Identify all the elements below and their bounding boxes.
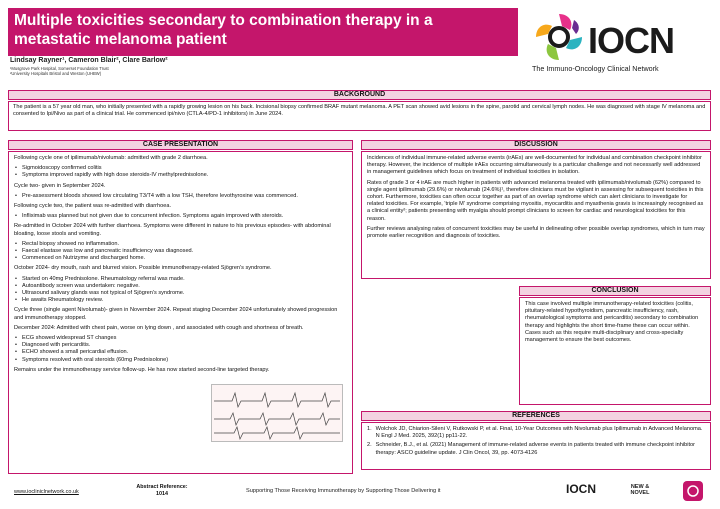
iocn-wordmark: IOCN: [588, 20, 674, 61]
abstract-label: Abstract Reference:: [136, 484, 188, 490]
list-item: • Ultrasound salivary glands was not typical of Sjögren's syndrome.: [14, 290, 214, 297]
case-para: December 2024: Admitted with chest pain, worse on lying down , and associated with cough and shortness of breath.: [14, 324, 304, 331]
partner-logo-icon: [682, 480, 704, 502]
list-item: • ECHO showed a small pericardial effusion.: [14, 349, 347, 356]
conclusion-heading: CONCLUSION: [519, 286, 711, 296]
discussion-para: Rates of grade 3 or 4 irAE are much higher in patients with advanced melanoma treated with ipilimumab/nivolumab (62%) compared to single agent ipilimumab (29.6%) or nivolumab (24.6%)¹, therefore clinicians must be vigilant in assessing for subsequent toxicities in this cohort. Furthermore, toxicities can often occur together as part of an overlap syndrome which can alert clinicians to investigate for related toxicities. For example, 'triple M' syndrome comprising myositis, myocarditis and myasthenia gravis is increasingly recognised as a clinical entity²; patients presenting with myalgia should prompt clinicians to screen for cardiac and neurological toxicities for this reason.: [367, 179, 704, 222]
list-item: • Started on 40mg Prednisolone. Rheumatology referral was made.: [14, 276, 214, 283]
list-item: • Sigmoidoscopy confirmed colitis: [14, 165, 347, 172]
case-para: Following cycle one of ipilimumab/nivolumab: admitted with grade 2 diarrhoea.: [14, 155, 208, 161]
discussion-para: Incidences of individual immune-related adverse events (irAEs) are well-documented for individual and combination checkpoint inhibitor therapy. However, the incidence of multiple irAEs occurring simultaneously is a particular challenge and not necessarily well addressed in management guidelines which focus on treatment of individual toxicities in isolation.: [367, 155, 702, 176]
new-novel-badge: NEW & NOVEL: [630, 484, 650, 496]
figure-graphic: [361, 286, 511, 406]
reference-text: Schneider, B.J., et al. (2021) Management of immune-related adverse events in patients treated with immune checkpoint inhibitor therapy: ASCO guideline update. J Clin Oncol, 39, pp. 4073-4126: [375, 442, 695, 456]
conclusion-panel: [519, 297, 711, 405]
background-heading: BACKGROUND: [8, 90, 711, 100]
list-item: • Pre-assessment bloods showed low circulating T3/T4 with a low TSH, therefore levothyroxine was commenced.: [14, 193, 347, 200]
list-item: • Diagnosed with pericarditis.: [14, 342, 347, 349]
reference-item: [367, 442, 705, 456]
iocn-pinwheel-icon: [532, 10, 586, 64]
list-item: • Rectal biopsy showed no inflammation.: [14, 241, 347, 248]
affiliation-1: ¹Musgrove Park Hospital, Somerset Foundation Trust: [10, 66, 109, 71]
case-para: Re-admitted in October 2024 with further diarrhoea. Symptoms were different in nature to his previous episodes- with abdominal bloating, loose stools and vomiting.: [14, 223, 331, 237]
case-para: October 2024- dry mouth, rash and blurred vision. Possible immunotherapy-related Sjögren's syndrome.: [14, 265, 272, 272]
list-item: • Faecal elastase was low and pancreatic insufficiency was diagnosed.: [14, 248, 347, 255]
reference-number: 2.: [367, 442, 372, 449]
list-item: • ECG showed widespread ST changes: [14, 335, 347, 342]
list-item: • Infliximab was planned but not given due to concurrent infection. Symptoms again improved with steroids.: [14, 213, 347, 220]
reference-text: Wolchok JD, Chiarion-Sileni V, Rutkowski P, et al. Final, 10-Year Outcomes with Nivolumab plus Ipilimumab in Advanced Melanoma. N Engl J Med. 2025, 392(1) pp11-22.: [375, 426, 703, 440]
abstract-number: 1014: [156, 490, 168, 497]
patient-image: [361, 286, 511, 406]
case-list: [14, 165, 347, 179]
footer-iocn-logo: IOCN: [566, 482, 596, 496]
conclusion-text: This case involved multiple immunotherapy-related toxicities (colitis, pituitary-related hypothyroidism, pancreatic insufficiency, rash, rheumatological symptoms and pericarditis) secondary to combination therapy and highlights the short time-frame these can occur within. Cases such as this require multi-disciplinary and cross-specialty management to ensure the best outcomes.: [525, 301, 699, 344]
iocn-tagline: The Immuno-Oncology Clinical Network: [532, 64, 659, 73]
poster-title: Multiple toxicities secondary to combination therapy in a metastatic melanoma patient: [8, 8, 518, 56]
list-item: • Autoantibody screen was undertaken: negative.: [14, 283, 214, 290]
footer-tagline: Supporting Those Receiving Immunotherapy by Supporting Those Delivering it: [246, 488, 441, 494]
abstract-reference: [132, 484, 192, 497]
discussion-panel: [361, 151, 711, 279]
case-list: [14, 241, 347, 263]
list-item: • Commenced on Nutrizyme and discharged home.: [14, 255, 347, 262]
affiliation-2: ²University Hospitals Bristol and Weston (UHBW): [10, 71, 102, 76]
case-para: Following cycle two, the patient was re-admitted with diarrhoea.: [14, 203, 172, 210]
reference-item: [367, 426, 705, 440]
ecg-trace-icon: [212, 385, 342, 441]
list-item: • Symptoms improved rapidly with high dose steroids-IV methylprednisolone.: [14, 172, 347, 179]
case-para: Cycle two- given in September 2024.: [14, 182, 106, 189]
case-para: Remains under the immunotherapy service follow-up. He has now started second-line targeted therapy.: [14, 366, 270, 373]
case-heading: CASE PRESENTATION: [8, 140, 353, 150]
case-list: [14, 335, 347, 364]
network-website-link[interactable]: www.iocliniclnetwork.co.uk: [14, 489, 79, 495]
iocn-logo: [530, 6, 710, 76]
case-para: Cycle three (single agent Nivolumab)- given in November 2024. Repeat staging December 2024 unfortunately showed progression and immunotherapy stopped.: [14, 307, 338, 321]
background-text: The patient is a 57 year old man, who initially presented with a rapidly growing lesion on his back. Incisional biopsy confirmed BRAF mutant melanoma. A PET scan showed avid lesions in the spine, parotid and cervical lymph nodes. He was diagnosed with stage IV melanoma and consented to Ipi/Nivo as part of a clinical trial. He commenced ipi/nivo (CTLA-4/PD-1 inhibitors) in June 2024.: [8, 101, 711, 131]
references-panel: [361, 422, 711, 470]
list-item: • Symptoms resolved with oral steroids (60mg Prednisolone): [14, 357, 347, 364]
case-list: [14, 213, 347, 220]
case-list: [14, 193, 347, 200]
discussion-para: Further reviews analysing rates of concurrent toxicities may be useful in delineating other possible overlap syndromes, which in turn may promote earlier recognition and diagnosis of toxicities.: [367, 225, 705, 240]
footer-logos: [566, 476, 712, 506]
list-item: • He awaits Rheumatology review.: [14, 297, 214, 304]
case-list: [14, 276, 214, 305]
poster-header: [0, 0, 720, 92]
reference-number: 1.: [367, 426, 372, 432]
author-list: Lindsay Rayner¹, Cameron Blair², Clare Barlow²: [10, 57, 168, 64]
discussion-heading: DISCUSSION: [361, 140, 711, 150]
ecg-image: [211, 384, 343, 442]
references-heading: REFERENCES: [361, 411, 711, 421]
